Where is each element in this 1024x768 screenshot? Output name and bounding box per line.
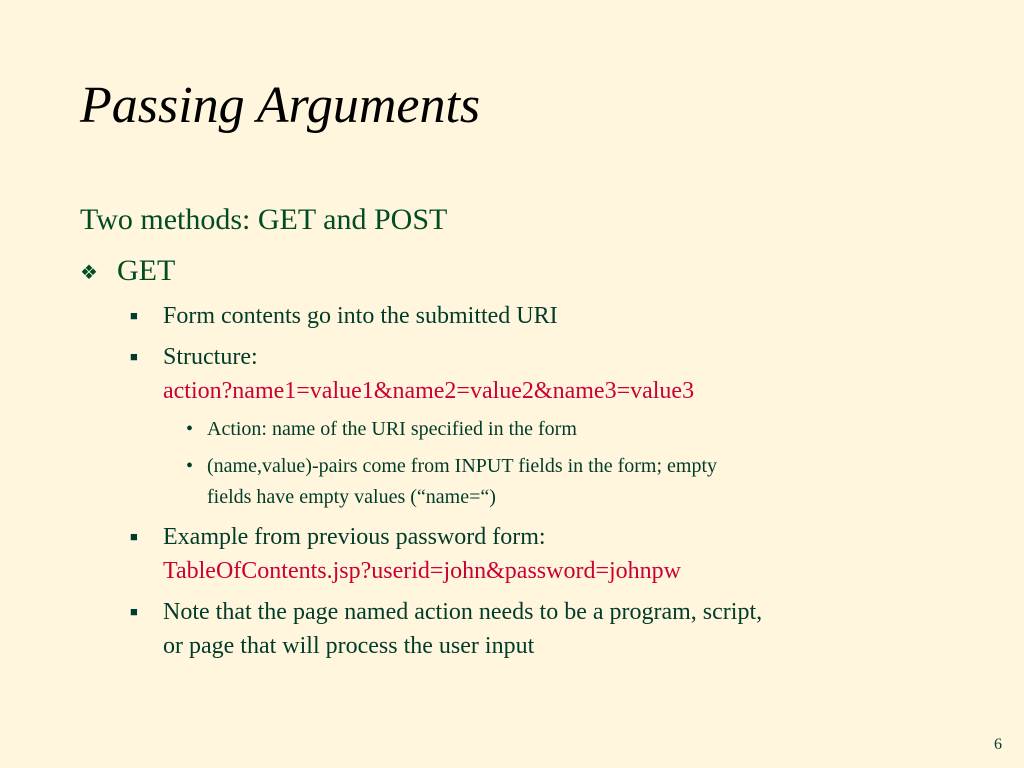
sublist-item-text: (name,value)-pairs come from INPUT fields in the form; empty [207, 455, 718, 477]
square-bullet-icon: ■ [130, 529, 138, 544]
slide-title: Passing Arguments [80, 77, 481, 134]
list-item-text: Example from previous password form: [163, 524, 546, 550]
structure-url-pattern: action?name1=value1&name2=value2&name3=value3 [163, 378, 695, 404]
sublist-item-text: Action: name of the URI specified in the form [207, 418, 577, 440]
intro-text: Two methods: GET and POST [80, 203, 448, 236]
diamond-bullet-icon: ❖ [80, 262, 98, 284]
square-bullet-icon: ■ [130, 604, 138, 619]
square-bullet-icon: ■ [130, 308, 138, 323]
list-item-text: Structure: [163, 344, 258, 370]
dot-bullet-icon: • [186, 455, 194, 477]
dot-bullet-icon: • [186, 418, 194, 440]
sublist-item-text-continued: fields have empty values (“name=“) [207, 486, 496, 508]
page-number: 6 [994, 736, 1002, 753]
square-bullet-icon: ■ [130, 349, 138, 364]
list-item-text-continued: or page that will process the user input [163, 633, 535, 659]
list-item-text: Form contents go into the submitted URI [163, 303, 558, 329]
get-heading: GET [117, 254, 176, 287]
example-url: TableOfContents.jsp?userid=john&password=johnpw [163, 558, 681, 584]
list-item-text: Note that the page named action needs to be a program, script, [163, 599, 763, 625]
